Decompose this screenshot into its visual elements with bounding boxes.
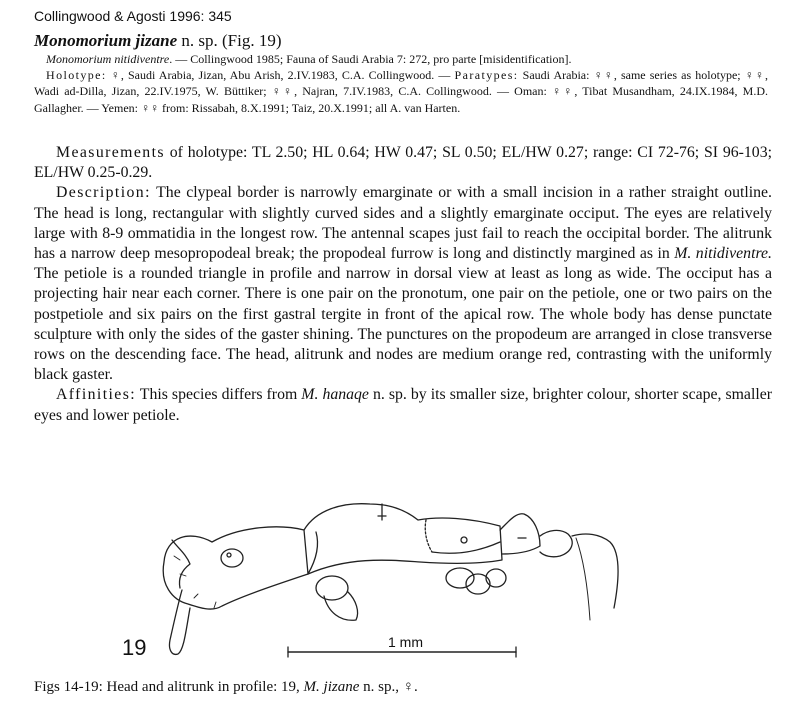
description-paragraph: [34, 183, 772, 385]
ant-coxa-mid: [446, 568, 474, 588]
ant-alitrunk: [304, 504, 502, 574]
synonymy-and-material: [34, 51, 768, 116]
ant-eye-highlight: [227, 553, 231, 557]
ant-spiracle: [461, 537, 467, 543]
ant-mandible: [172, 540, 190, 588]
ant-hair-pronotum: [378, 504, 386, 520]
species-name: Monomorium jizane: [34, 31, 178, 50]
holotype-text: ♀, Saudi Arabia, Jizan, Abu Arish, 2.IV.1983, C.A. Collingwood. —: [106, 68, 455, 83]
ant-postpetiole: [540, 530, 572, 556]
affinities-text-1: This species differs from: [136, 386, 302, 404]
paratypes-text: Saudi Arabia: ♀♀, same series as holotype; ♀♀, Wadi ad-Dilla, Jizan, 22.IV.1975, W. Büttiker; ♀♀, Najran, 7.IV.1983, C.A. Collingwood. — Oman: ♀♀, Tibat Musandham, 24.IX.1984, M.D. Gallagher. — Yemen: ♀♀ from: Rissabah, 8.X.1991; Taiz, 20.X.1991; all A. van Harten.: [34, 68, 768, 115]
ant-propodeum: [432, 542, 500, 553]
description-ref-name: M. nitidiventre.: [674, 245, 772, 263]
material-paragraph: [34, 67, 768, 116]
description-text-1: The clypeal border is narrowly emarginate or with a small incision in a rather straight outline. The head is long, rectangular with slightly curved sides and a slightly emarginate occiput. The eyes are relatively large with 8-9 ommatidia in the longest row. The antennal scapes just fail to reach the occipital border. The alitrunk has a narrow deep mesopropodeal break; the propodeal furrow is long and distinctly margined as in: [34, 184, 772, 263]
description-text-2: The petiole is a rounded triangle in profile and narrow in dorsal view at least as long as wide. The occiput has a projecting hair near each corner. There is one pair on the pronotum, one pair on the petiole, one or two pairs on the postpetiole and six pairs on the first gastral tergite in front of the apical row. The whole body has dense punctate sculpture with only the sides of the gaster shining. The punctures on the propodeum are arranged in close transverse rows on the descending face. The head, alitrunk and nodes are medium orange red, contrasting with the uniformly black gaster.: [34, 265, 772, 384]
synonymy-paragraph: [34, 51, 768, 67]
main-text: [34, 143, 772, 426]
ant-antennal-scape: [169, 590, 190, 654]
synonym-name: Monomorium nitidiventre: [46, 52, 170, 66]
caption-text-1: Figs 14-19: Head and alitrunk in profile: 19,: [34, 679, 304, 695]
holotype-label: Holotype:: [46, 68, 107, 83]
species-title: [34, 31, 282, 51]
affinities-label: Affinities:: [56, 386, 137, 404]
affinities-text-2: n. sp. by its smaller size, brighter colour, shorter scape, smaller eyes and lower petiole.: [34, 386, 772, 424]
ant-eye: [221, 549, 243, 567]
paratypes-label: Paratypes:: [454, 68, 519, 83]
ant-petiole: [500, 514, 540, 554]
measurements-paragraph: [34, 143, 772, 183]
caption-text-2: n. sp., ♀.: [359, 679, 418, 695]
ant-coxa-front: [316, 576, 348, 600]
ant-mesopropodeal-suture: [425, 520, 432, 552]
ant-leg-front: [324, 592, 358, 620]
ant-antenna-right: [576, 538, 590, 620]
affinities-ref-name: M. hanaqe: [301, 386, 369, 404]
description-label: Description:: [56, 184, 151, 202]
page-header: Collingwood & Agosti 1996: 345: [34, 8, 232, 24]
ant-setae-head: [174, 556, 216, 608]
ant-gaster-edge: [572, 534, 618, 608]
ant-profile-drawing: [120, 480, 620, 670]
ant-coxa-hind-2: [486, 569, 506, 587]
species-title-suffix: n. sp. (Fig. 19): [177, 31, 282, 50]
affinities-paragraph: [34, 385, 772, 425]
synonymy-text: . — Collingwood 1985; Fauna of Saudi Arabia 7: 272, pro parte [misidentification].: [169, 52, 572, 66]
figure-number: 19: [122, 635, 147, 660]
scale-bar-label: 1 mm: [388, 634, 423, 650]
measurements-text: of holotype: TL 2.50; HL 0.64; HW 0.47; SL 0.50; EL/HW 0.27; range: CI 72-76; SI 96-103; EL/HW 0.25-0.29.: [34, 144, 772, 182]
ant-pronotal-collar: [308, 532, 318, 574]
figure-caption: [34, 679, 418, 696]
caption-species-name: M. jizane: [303, 679, 360, 695]
measurements-label: Measurements: [56, 144, 165, 161]
